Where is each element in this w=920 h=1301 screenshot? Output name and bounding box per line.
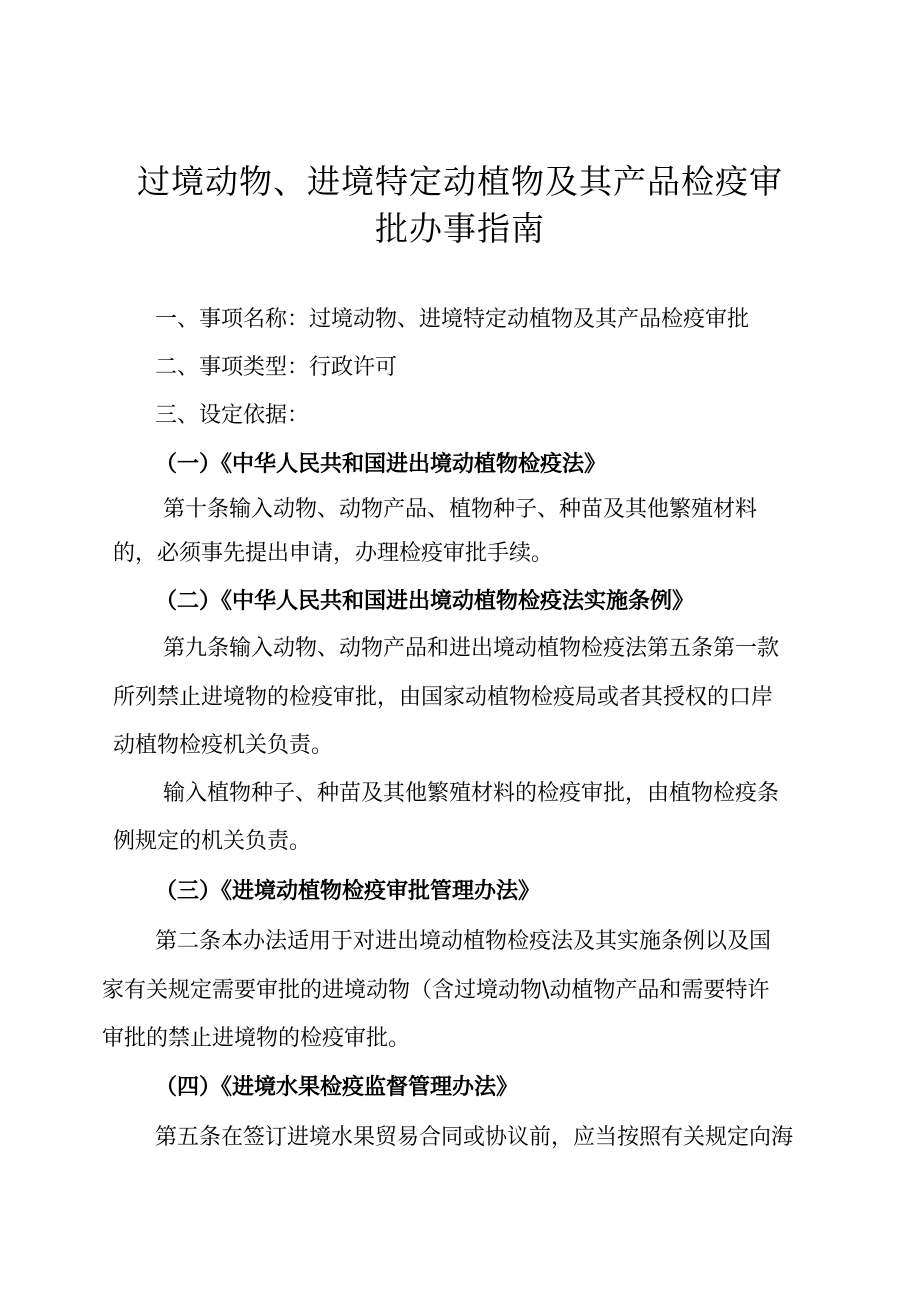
law-2-para-1-line-3: 动植物检疫机关负责。 [113, 733, 334, 758]
item-type: 二、事项类型：行政许可 [155, 355, 398, 380]
law-2-heading: （二）《中华人民共和国进出境动植物检疫法实施条例》 [155, 589, 695, 614]
item-basis: 三、设定依据： [155, 403, 310, 428]
law-1-text-line-2: 的，必须事先提出申请，办理检疫审批手续。 [113, 541, 554, 566]
law-4-heading: （四）《进境水果检疫监督管理办法》 [155, 1075, 519, 1100]
law-3-text-line-1: 第二条本办法适用于对进出境动植物检疫法及其实施条例以及国 [155, 929, 772, 954]
law-1-text-line-1: 第十条输入动物、动物产品、植物种子、种苗及其他繁殖材料 [163, 497, 758, 522]
item-name: 一、事项名称：过境动物、进境特定动植物及其产品检疫审批 [155, 307, 750, 332]
law-1-heading: （一）《中华人民共和国进出境动植物检疫法》 [155, 452, 607, 477]
law-3-text-line-2: 家有关规定需要审批的进境动物（含过境动物\动植物产品和需要特许 [102, 978, 770, 1003]
law-3-text-line-3: 审批的禁止进境物的检疫审批。 [102, 1026, 411, 1051]
document-title-line-2: 批办事指南 [375, 209, 545, 248]
law-2-para-1-line-1: 第九条输入动物、动物产品和进出境动植物检疫法第五条第一款 [163, 636, 780, 661]
law-4-text-line-1: 第五条在签订进境水果贸易合同或协议前，应当按照有关规定向海 [155, 1125, 794, 1150]
law-3-heading: （三）《进境动植物检疫审批管理办法》 [155, 879, 541, 904]
law-2-para-2-line-1: 输入植物种子、种苗及其他繁殖材料的检疫审批，由植物检疫条 [163, 781, 780, 806]
document-title-line-1: 过境动物、进境特定动植物及其产品检疫审 [137, 162, 783, 201]
law-2-para-1-line-2: 所列禁止进境物的检疫审批，由国家动植物检疫局或者其授权的口岸 [113, 685, 774, 710]
law-2-para-2-line-2: 例规定的机关负责。 [113, 829, 312, 854]
